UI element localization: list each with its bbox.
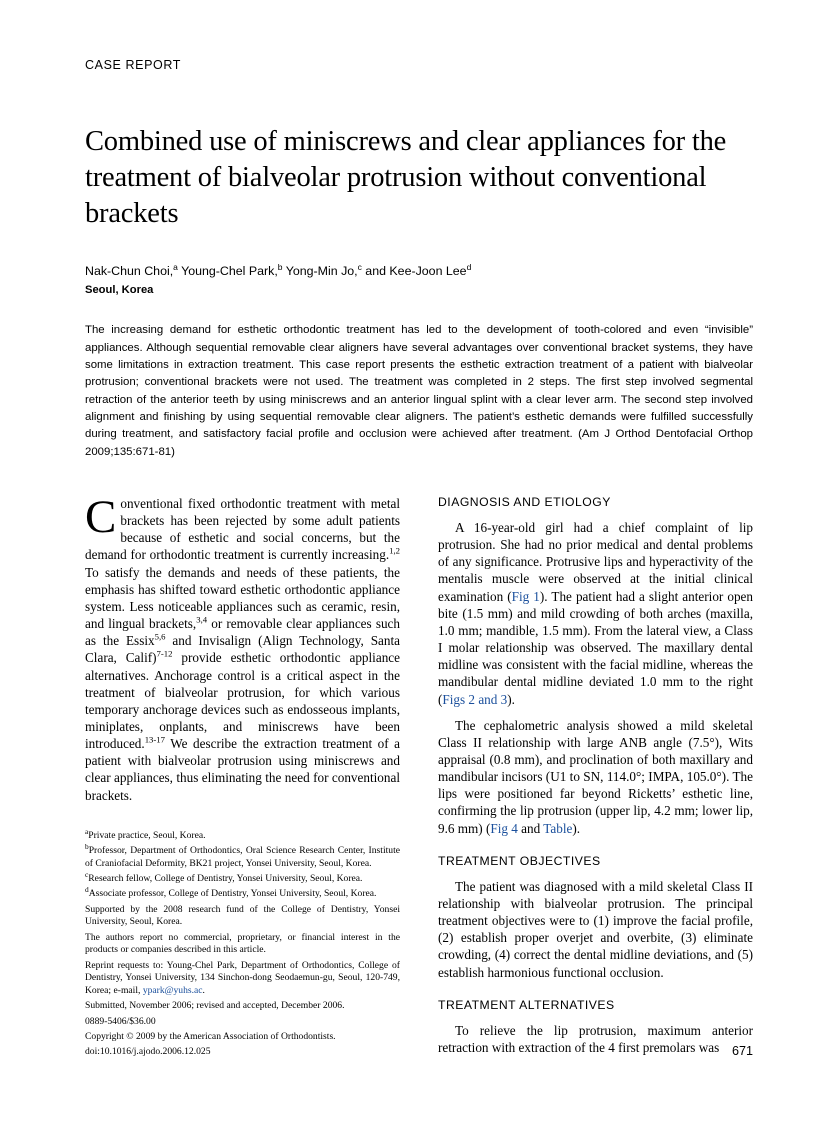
intro-text-6: We describe the extraction treatment of a patient with bialveolar protrusion using miniscrews and clear appliances, thus eliminating the need for conventional brackets. [85, 736, 400, 803]
footnote-text-c: Research fellow, College of Dentistry, Yonsei University, Seoul, Korea. [88, 873, 363, 885]
diag-text-3: ). [507, 691, 515, 707]
intro-text-1: onventional fixed orthodontic treatment with metal brackets has been rejected by some adult patients because of esthetic and social concerns, but the demand for orthodontic treatment is currently increasing. [85, 495, 400, 563]
left-column [85, 490, 400, 1061]
citation-1-2: 1,2 [389, 546, 400, 557]
intro-paragraph [85, 490, 400, 804]
table-link[interactable]: Table [543, 820, 573, 836]
footnote-marker-b: b [85, 841, 89, 851]
author-3-affil-marker: c [357, 261, 362, 272]
footnote-text-d: Associate professor, College of Dentistry, Yonsei University, Seoul, Korea. [88, 888, 377, 900]
alternatives-paragraph: To relieve the lip protrusion, maximum anterior retraction with extraction of the 4 first premolars was [438, 1022, 753, 1055]
heading-treatment-objectives: TREATMENT OBJECTIVES [438, 853, 601, 868]
intro-text-5: provide esthetic orthodontic appliance alternatives. Anchorage control is a critical aspect in the treatment of bialveolar protrusion, for which various temporary anchorage devices such as endosseous implants, miniplates, onplants, and miniscrews have been introduced. [85, 650, 400, 752]
diag-text-2: ). The patient had a slight anterior open bite (1.5 mm) and mild crowding of both arches (maxilla, 1.0 mm; mandible, 1.5 mm). From the lateral view, a Class I molar relationship was observed. The maxillary dental midline was consistent with the facial midline, whereas the mandibular dental midline deviated 1.0 mm to the right ( [438, 588, 753, 707]
diag2-text-1: The cephalometric analysis showed a mild skeletal Class II relationship with large ANB angle (7.5°), Wits appraisal (0.8 mm), and proclination of both maxillary and mandibular incisors (U1 to SN, 114.0°; IMPA, 105.0°). The lips were positioned far beyond Ricketts’ esthetic line, confirming the lip protrusion (upper lip, 4.2 mm; lower lip, 9.6 mm) ( [438, 717, 753, 836]
footnote-marker-c: c [85, 869, 89, 879]
intro-text-3: or removable clear appliances such as the Essix [85, 616, 400, 649]
article-content [85, 58, 753, 1061]
diag2-conjunction: and [517, 820, 544, 836]
author-2: Young-Chel Park, [177, 263, 278, 278]
heading-treatment-alternatives: TREATMENT ALTERNATIVES [438, 997, 615, 1012]
footnote-copyright: Copyright © 2009 by the American Association of Orthodontists. [85, 1030, 336, 1042]
figure-link-fig2-3[interactable]: Figs 2 and 3 [442, 691, 508, 707]
page-title: Combined use of miniscrews and clear appliances for the treatment of bialveolar protrusion without conventional brackets [85, 126, 727, 229]
footnote-doi: doi:10.1016/j.ajodo.2006.12.025 [85, 1046, 211, 1058]
author-4: and Kee-Joon Lee [361, 263, 467, 278]
objectives-paragraph: The patient was diagnosed with a mild skeletal Class II relationship with bialveolar protrusion. The principal treatment objectives were to (1) improve the facial profile, (2) establish proper overjet and overbite, (3) eliminate crowding, (4) correct the dental midline deviations, and (5) establish harmonious functional occlusion. [438, 878, 753, 980]
affiliation-city: Seoul, Korea [85, 284, 154, 297]
footnote-conflict: The authors report no commercial, proprietary, or financial interest in the products or companies described in this article. [85, 931, 400, 956]
author-1: Nak-Chun Choi, [85, 263, 174, 278]
diag2-text-2: ). [572, 820, 581, 836]
footnote-marker-a: a [85, 826, 89, 836]
footnote-text-b: Professor, Department of Orthodontics, Oral Science Research Center, Institute of Craniofacial Deformity, BK21 project, Yonsei University, Seoul, Korea. [85, 845, 400, 869]
intro-text-4: and Invisalign (Align Technology, Santa Clara, Calif) [85, 633, 400, 666]
footnote-item [85, 841, 400, 871]
footnote-reprint [85, 960, 400, 998]
section-label: CASE REPORT [85, 58, 181, 72]
footnote-issn: 0889-5406/$36.00 [85, 1015, 156, 1027]
drop-cap: C [85, 490, 117, 543]
page-number: 671 [731, 1044, 753, 1058]
footnote-reprint-text: Reprint requests to: Young-Chel Park, Department of Orthodontics, College of Dentistry, Yonsei University, 134 Sinchon-dong Seodaemun-gu, Seoul, 120-749, Korea; e-mail, ypark@yuhs.ac. [85, 959, 400, 997]
citation-3-4: 3,4 [196, 614, 208, 625]
diag-text-1: A 16-year-old girl had a chief complaint of lip protrusion. She had no prior medical and dental problems of any significance. Protrusive lips and hyperactivity of the mentalis muscle were observed at the initial clinical examination ( [438, 519, 753, 604]
footnotes-block [85, 826, 400, 1059]
diagnosis-paragraph-1 [438, 519, 753, 708]
two-column-body [85, 490, 753, 1061]
footnote-text-a: Private practice, Seoul, Korea. [88, 829, 206, 841]
figure-link-fig1[interactable]: Fig 1 [511, 588, 540, 604]
footnote-marker-d: d [85, 885, 89, 895]
diagnosis-paragraph-2 [438, 717, 753, 837]
author-4-affil-marker: d [466, 261, 472, 272]
intro-text-2: To satisfy the demands and needs of these patients, the emphasis has shifted toward esthetic orthodontic appliance system. Less noticeable appliances such as ceramic, resin, and lingual brackets, [85, 564, 400, 632]
heading-diagnosis-and-etiology: DIAGNOSIS AND ETIOLOGY [438, 494, 611, 509]
author-3: Yong-Min Jo, [282, 263, 358, 278]
right-column [438, 495, 753, 1061]
author-1-affil-marker: a [173, 261, 178, 272]
footnote-item [85, 885, 400, 901]
author-2-affil-marker: b [277, 261, 283, 272]
citation-7-12: 7-12 [156, 648, 173, 659]
footnote-submitted: Submitted, November 2006; revised and accepted, December 2006. [85, 1000, 345, 1012]
citation-5-6: 5,6 [154, 631, 166, 642]
footnote-funding: Supported by the 2008 research fund of the College of Dentistry, Yonsei University, Seoul, Korea. [85, 903, 400, 928]
email-link[interactable]: ypark@yuhs.ac [142, 985, 203, 997]
figure-link-fig4[interactable]: Fig 4 [490, 820, 518, 836]
author-list [85, 262, 753, 281]
citation-13-17: 13-17 [144, 734, 165, 745]
footnote-item [85, 826, 400, 843]
footnote-item [85, 869, 400, 886]
abstract: The increasing demand for esthetic orthodontic treatment has led to the development of tooth-colored and even “invisible” appliances. Although sequential removable clear aligners have several advantages over conventional bracket systems, they have some limitations in extraction treatment. This case report presents the esthetic extraction treatment of a patient with bialveolar protrusion; conventional brackets were not used. The treatment was completed in 2 steps. The first step involved segmental retraction of the anterior teeth by using miniscrews and an anterior lingual splint with a clear lever arm. The second step involved alignment and finishing by using sequential removable clear aligners. The patient’s esthetic demands were fulfilled successfully during treatment, and satisfactory facial profile and occlusion were achieved after treatment. (Am J Orthod Dentofacial Orthop 2009;135:671-81) [85, 324, 753, 458]
